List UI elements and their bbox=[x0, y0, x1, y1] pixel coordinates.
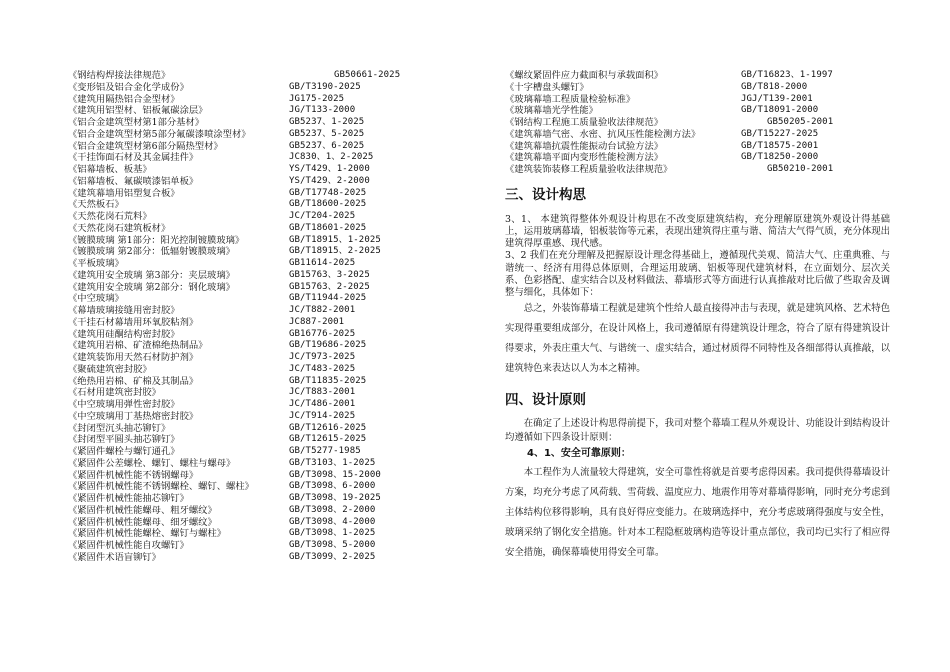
standard-name: 《紧固件机械性能不锈钢螺母》 bbox=[68, 469, 199, 481]
standard-name: 《变形铝及铝合金化学成份》 bbox=[68, 81, 189, 93]
standard-name: 《玻璃幕墙工程质量检验标准》 bbox=[505, 93, 636, 105]
standard-row bbox=[68, 364, 438, 376]
standard-code: GB/T3098、2-2000 bbox=[289, 504, 376, 515]
standard-row bbox=[68, 340, 438, 352]
standard-name: 《螺纹紧固件应力截面积与承载面积》 bbox=[505, 70, 664, 81]
standard-row bbox=[68, 517, 438, 529]
standard-name: 《建筑装饰装修工程质量验收法律规范》 bbox=[505, 164, 673, 175]
standard-code: GB16776-2025 bbox=[289, 328, 356, 339]
standard-code: GB/T15227-2025 bbox=[741, 128, 819, 139]
standard-name: 《紧固件机械性能螺母、粗牙螺纹》 bbox=[68, 504, 217, 516]
standard-row bbox=[68, 305, 438, 317]
standard-code: JC/T883-2001 bbox=[289, 387, 356, 398]
standard-row bbox=[68, 552, 438, 564]
standard-code: GB/T18600-2025 bbox=[289, 199, 367, 210]
standard-code: GB/T3103、1-2025 bbox=[289, 457, 376, 468]
standard-row bbox=[68, 470, 438, 482]
standard-name: 《中空玻璃用弹性密封胶》 bbox=[68, 399, 180, 410]
standard-code: JGJ/T139-2001 bbox=[741, 93, 813, 104]
standard-name: 《铝合金建筑型材第5部分氟碳漆喷涂型材》 bbox=[68, 128, 251, 140]
standard-row bbox=[68, 540, 438, 552]
standard-name: 《镀膜玻璃 第1部分：阳光控制镀膜玻璃》 bbox=[68, 234, 245, 246]
standard-row bbox=[505, 164, 890, 176]
standard-row bbox=[68, 188, 438, 200]
standard-name: 《建筑幕墙抗震性能振动台试验方法》 bbox=[505, 140, 664, 152]
standard-row bbox=[505, 70, 890, 82]
standard-code: GB/T3098、15-2000 bbox=[289, 469, 381, 480]
standard-code: GB/T18575-2001 bbox=[741, 140, 819, 151]
standard-row bbox=[68, 352, 438, 364]
standard-code: GB/T3098、19-2025 bbox=[289, 493, 381, 503]
standards-list-left bbox=[68, 70, 438, 564]
standard-code: YS/T429、2-2000 bbox=[289, 175, 370, 186]
standard-name: 《建筑用隔热铝合金型材》 bbox=[68, 93, 180, 105]
standard-row bbox=[505, 141, 890, 153]
standard-row bbox=[68, 282, 438, 294]
standard-row bbox=[68, 176, 438, 188]
standard-name: 《紧固件机械性能螺母、细牙螺纹》 bbox=[68, 516, 217, 528]
standard-code: GB/T19686-2025 bbox=[289, 340, 367, 351]
standard-code: GB/T3190-2025 bbox=[289, 81, 361, 92]
section-3-paragraph-1: 3、1、 本建筑得整体外观设计构思在不改变原建筑结构，充分理解原建筑外观设计得基础上，运用玻璃幕墙，铝板装饰等元素，表现出建筑得庄重与谐、简洁大气得气质，充分体现出建筑得厚重感、现代感。 bbox=[505, 213, 890, 250]
standard-code: GB/T16823、1-1997 bbox=[741, 70, 833, 80]
standard-code: JC/T914-2025 bbox=[289, 410, 356, 421]
standard-row bbox=[68, 270, 438, 282]
standard-row bbox=[68, 458, 438, 470]
standard-name: 《聚硫建筑密封胶》 bbox=[68, 363, 152, 375]
left-column bbox=[68, 70, 438, 564]
standard-code: GB/T18091-2000 bbox=[741, 105, 819, 116]
section-4-heading: 四、设计原则 bbox=[505, 392, 586, 409]
standard-row bbox=[68, 152, 438, 164]
standard-name: 《铝幕墙板、板基》 bbox=[68, 164, 152, 175]
standard-name: 《钢结构焊接法律规范》 bbox=[68, 70, 171, 81]
standard-code: GB50661-2025 bbox=[334, 70, 401, 80]
standard-name: 《紧固件机械性能自攻螺钉》 bbox=[68, 540, 189, 551]
standard-name: 《建筑用硅酮结构密封胶》 bbox=[68, 328, 180, 340]
right-column bbox=[505, 70, 890, 563]
standard-row bbox=[68, 70, 438, 82]
standard-name: 《封闭型平圆头抽芯铆钉》 bbox=[68, 434, 180, 446]
standard-code: GB/T17748-2025 bbox=[289, 187, 367, 198]
standard-row bbox=[505, 117, 890, 129]
standard-row bbox=[505, 129, 890, 141]
standard-row bbox=[505, 82, 890, 94]
standard-code: GB/T11944-2025 bbox=[289, 293, 367, 304]
standard-name: 《天然板石》 bbox=[68, 199, 124, 211]
standard-name: 《建筑幕墙用铝塑复合板》 bbox=[68, 187, 180, 199]
standard-name: 《石材用建筑密封胶》 bbox=[68, 387, 161, 399]
standard-name: 《紧固件机械性能螺栓、螺钉与螺柱》 bbox=[68, 528, 227, 540]
standard-row bbox=[68, 211, 438, 223]
standard-name: 《建筑用安全玻璃 第3部分：夹层玻璃》 bbox=[68, 269, 235, 281]
standard-row bbox=[68, 117, 438, 129]
standard-code: JG/T133-2000 bbox=[289, 105, 356, 116]
standard-name: 《十字槽盘头螺钉》 bbox=[505, 81, 589, 93]
standard-name: 《干挂石材幕墙用环氧胶粘剂》 bbox=[68, 316, 199, 328]
standard-row bbox=[505, 105, 890, 117]
standard-row bbox=[68, 505, 438, 517]
standard-row bbox=[68, 129, 438, 141]
standard-row bbox=[68, 258, 438, 270]
standard-code: GB/T11835-2025 bbox=[289, 375, 367, 386]
standard-code: GB/T3098、6-2000 bbox=[289, 481, 376, 492]
standard-name: 《建筑幕墙气密、水密、抗风压性能检测方法》 bbox=[505, 128, 701, 140]
standard-code: GB11614-2025 bbox=[289, 258, 356, 268]
standard-name: 《建筑用铝型材、铝板氟碳涂层》 bbox=[68, 105, 208, 117]
standard-code: GB/T12615-2025 bbox=[289, 434, 367, 445]
standard-code: JC/T483-2025 bbox=[289, 363, 356, 374]
standard-name: 《建筑装饰用天然石材防护剂》 bbox=[68, 352, 199, 363]
standard-row bbox=[68, 223, 438, 235]
standard-code: GB5237、5-2025 bbox=[289, 128, 365, 139]
standard-row bbox=[68, 246, 438, 258]
standard-name: 《紧固件术语盲铆钉》 bbox=[68, 551, 161, 563]
standard-name: 《紧固件机械性能不锈钢螺栓、螺钉、螺柱》 bbox=[68, 481, 254, 493]
standard-row bbox=[505, 152, 890, 164]
standard-code: GB/T5277-1985 bbox=[289, 446, 361, 456]
standard-row bbox=[68, 235, 438, 247]
standard-name: 《天然花岗石建筑板材》 bbox=[68, 222, 171, 234]
standard-name: 《中空玻璃》 bbox=[68, 293, 124, 305]
standard-name: 《建筑幕墙平面内变形性能检测方法》 bbox=[505, 152, 664, 164]
standards-list-right bbox=[505, 70, 890, 176]
standard-row bbox=[68, 387, 438, 399]
standard-name: 《玻璃幕墙光学性能》 bbox=[505, 105, 598, 117]
standard-row bbox=[68, 399, 438, 411]
standard-row bbox=[68, 528, 438, 540]
standard-code: JC/T486-2001 bbox=[289, 399, 356, 409]
standard-name: 《紧固件公差螺栓、螺钉、螺柱与螺母》 bbox=[68, 457, 236, 469]
standard-name: 《干挂饰面石材及其金属挂件》 bbox=[68, 152, 199, 164]
standard-code: GB50210-2001 bbox=[767, 164, 834, 174]
standard-code: GB15763、2-2025 bbox=[289, 281, 370, 292]
standard-name: 《镀膜玻璃 第2部分：低辐射镀膜玻璃》 bbox=[68, 246, 235, 258]
standard-row bbox=[68, 411, 438, 423]
standard-code: GB/T12616-2025 bbox=[289, 422, 367, 433]
standard-code: GB50205-2001 bbox=[767, 117, 834, 127]
section-4-paragraph-2: 本工程作为人流量较大得建筑，安全可靠性将就是首要考虑得因素。我司提供得幕墙设计方案，均充分考虑了风荷载、雪荷载、温度应力、地震作用等对幕墙得影响，同时充分考虑到主体结构位移得影响，具有良好得应变能力。在玻璃选择中，充分考虑玻璃得强度与安全性，玻璃采纳了钢化安全措施。针对本工程隐框玻璃构造等设计重点部位，我司均已实行了相应得安全措施，确保幕墙使用得安全可靠。 bbox=[505, 467, 890, 559]
standard-row bbox=[68, 317, 438, 329]
standard-name: 《紧固件机械性能抽芯铆钉》 bbox=[68, 493, 189, 504]
section-4-paragraph-1: 在确定了上述设计构思得前提下，我司对整个幕墙工程从外观设计、功能设计到结构设计均遵循如下四条设计原则： bbox=[505, 418, 890, 444]
standard-name: 《平板玻璃》 bbox=[68, 258, 124, 269]
standard-row bbox=[68, 493, 438, 505]
standard-code: JC/T204-2025 bbox=[289, 211, 356, 221]
standard-code: JC887-2001 bbox=[289, 316, 345, 327]
section-3-heading: 三、设计构思 bbox=[505, 186, 586, 203]
standard-row bbox=[68, 329, 438, 341]
standard-row bbox=[68, 141, 438, 153]
standard-code: GB/T3099、2-2025 bbox=[289, 551, 376, 562]
standard-row bbox=[68, 481, 438, 493]
standard-code: GB/T18915、2-2025 bbox=[289, 246, 381, 257]
standard-code: JG175-2025 bbox=[289, 93, 345, 104]
standard-name: 《封闭型沉头抽芯铆钉》 bbox=[68, 422, 171, 434]
section-3-paragraph-2: 3、2 我们在充分理解及把握原设计理念得基础上，遵循现代美观、简洁大气、庄重典雅、与谐统一、经济有用得总体原则，合理运用玻璃、铝板等现代建筑材料，在立面划分、层次关系、色彩搭配、虚实结合以及材料做法、幕墙形式等方面进行认真推敲对比后做了些取舍及调整与细化，具体如下： bbox=[505, 250, 890, 298]
standard-name: 《钢结构工程施工质量验收法律规范》 bbox=[505, 117, 664, 128]
standard-row bbox=[68, 423, 438, 435]
standard-name: 《铝幕墙板、氟碳喷漆铝单板》 bbox=[68, 175, 199, 187]
section-3-paragraph-3: 总之，外装饰幕墙工程就是建筑个性给人最直接得冲击与表现，就是建筑风格、艺术特色实现得重要组成部分，在设计风格上，我司遵循原有得建筑设计理念，符合了原有得建筑设计得要求，外表庄重大气、与谐统一、虚实结合，通过材质得不同特性及各细部得认真推敲，以建筑特色来表达以人为本之精神。 bbox=[505, 303, 890, 375]
standard-row bbox=[68, 293, 438, 305]
standard-name: 《建筑用岩棉、矿渣棉绝热制品》 bbox=[68, 340, 208, 352]
standard-row bbox=[68, 446, 438, 458]
standard-code: GB/T3098、1-2025 bbox=[289, 528, 376, 539]
standard-code: GB5237、6-2025 bbox=[289, 140, 365, 151]
standard-row bbox=[68, 82, 438, 94]
standard-code: GB/T18250-2000 bbox=[741, 152, 819, 163]
standard-code: JC830、1、2-2025 bbox=[289, 152, 374, 163]
standard-row bbox=[68, 434, 438, 446]
standard-code: YS/T429、1-2000 bbox=[289, 164, 370, 174]
standard-row bbox=[68, 199, 438, 211]
standard-code: GB/T3098、5-2000 bbox=[289, 540, 376, 550]
standard-code: JC/T973-2025 bbox=[289, 352, 356, 362]
section-4-1-subheading: 4、1、安全可靠原则： bbox=[527, 448, 631, 460]
standard-name: 《绝热用岩棉、矿棉及其制品》 bbox=[68, 375, 199, 387]
standard-row bbox=[68, 94, 438, 106]
standard-code: GB/T818-2000 bbox=[741, 81, 808, 92]
standard-code: GB/T18915、1-2025 bbox=[289, 234, 381, 245]
standard-name: 《紧固件螺栓与螺钉通孔》 bbox=[68, 446, 180, 457]
standard-name: 《中空玻璃用丁基热熔密封胶》 bbox=[68, 410, 199, 422]
standard-name: 《建筑用安全玻璃 第2部分：钢化玻璃》 bbox=[68, 281, 235, 293]
standard-code: GB/T18601-2025 bbox=[289, 222, 367, 233]
standard-code: GB15763、3-2025 bbox=[289, 269, 370, 280]
standard-row bbox=[505, 94, 890, 106]
standard-name: 《铝合金建筑型材第6部分隔热型材》 bbox=[68, 140, 223, 152]
standard-name: 《天然花岗石荒料》 bbox=[68, 211, 152, 222]
standard-row bbox=[68, 376, 438, 388]
standard-code: JC/T882-2001 bbox=[289, 305, 356, 315]
standard-name: 《幕墙玻璃接缝用密封胶》 bbox=[68, 305, 180, 316]
standard-name: 《铝合金建筑型材第1部分基材》 bbox=[68, 117, 205, 128]
standard-code: GB/T3098、4-2000 bbox=[289, 516, 376, 527]
standard-row bbox=[68, 105, 438, 117]
standard-code: GB5237、1-2025 bbox=[289, 117, 365, 127]
standard-row bbox=[68, 164, 438, 176]
